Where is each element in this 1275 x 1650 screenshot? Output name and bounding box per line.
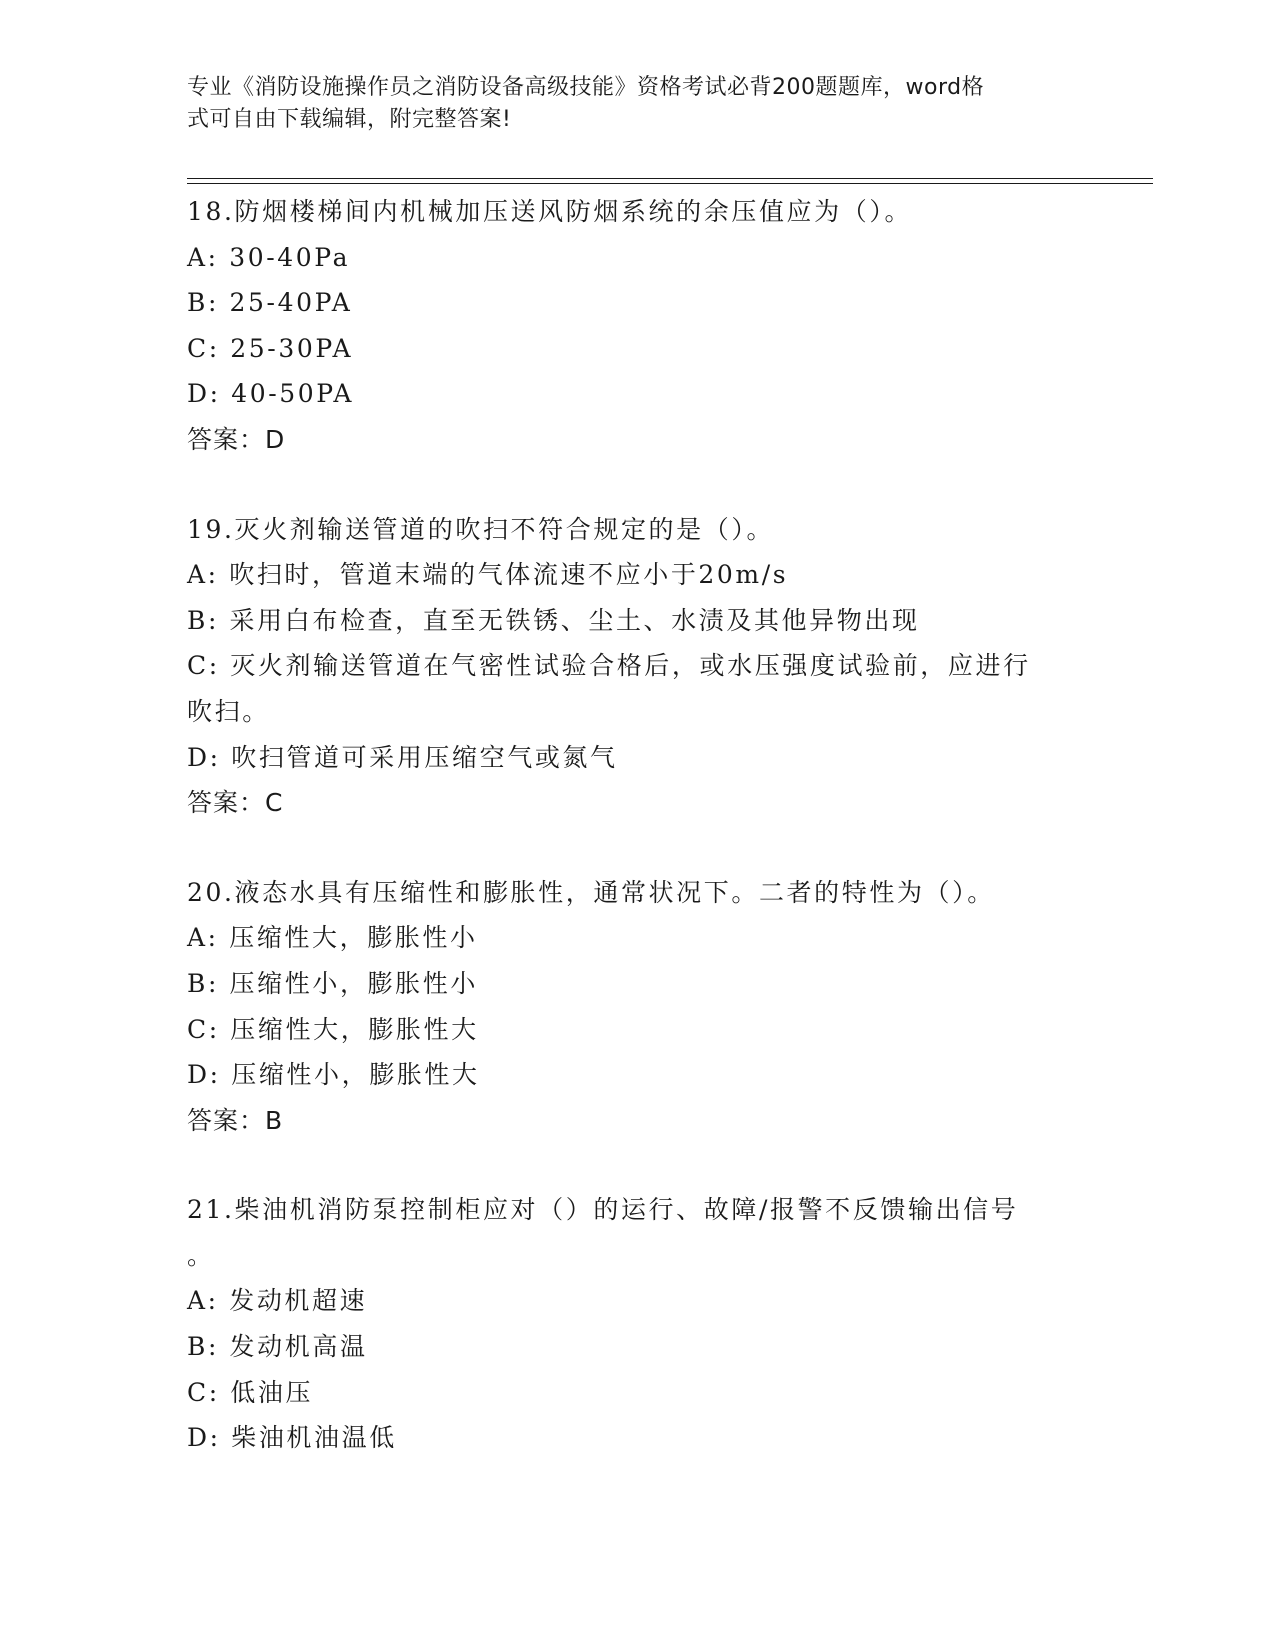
question-21 — [187, 1187, 1087, 1461]
option-c: C: 低油压 — [187, 1377, 314, 1407]
question-stem: 20.液态水具有压缩性和膨胀性，通常状况下。二者的特性为（）。 — [187, 877, 995, 907]
option-c-continued: 吹扫。 — [187, 696, 270, 726]
option-c: C: 灭火剂输送管道在气密性试验合格后，或水压强度试验前，应进行 — [187, 651, 1031, 681]
option-d: D: 压缩性小，膨胀性大 — [187, 1060, 480, 1090]
question-20 — [187, 870, 1087, 1144]
question-stem: 21.柴油机消防泵控制柜应对（）的运行、故障/报警不反馈输出信号 — [187, 1195, 1019, 1225]
option-a: A: 吹扫时，管道末端的气体流速不应小于20m/s — [187, 560, 789, 590]
document-header — [187, 72, 1067, 136]
option-c: C: 25-30PA — [187, 333, 354, 363]
header-line-2: 式可自由下载编辑，附完整答案! — [187, 107, 512, 132]
question-list — [187, 189, 1087, 1505]
option-d: D: 吹扫管道可采用压缩空气或氮气 — [187, 742, 618, 772]
answer-label: 答案：B — [187, 1105, 284, 1135]
option-d: D: 柴油机油温低 — [187, 1423, 397, 1453]
option-b: B: 压缩性小，膨胀性小 — [187, 968, 478, 998]
option-a: A: 发动机超速 — [187, 1286, 368, 1316]
option-b: B: 25-40PA — [187, 288, 353, 318]
question-stem-continued: 。 — [187, 1240, 215, 1270]
question-19 — [187, 507, 1087, 826]
option-c: C: 压缩性大，膨胀性大 — [187, 1014, 479, 1044]
option-d: D: 40-50PA — [187, 379, 355, 409]
question-18 — [187, 189, 1087, 463]
option-a: A: 压缩性大，膨胀性小 — [187, 923, 478, 953]
option-a: A: 30-40Pa — [187, 242, 351, 272]
question-stem: 18.防烟楼梯间内机械加压送风防烟系统的余压值应为（）。 — [187, 197, 913, 226]
header-divider-bottom — [187, 183, 1153, 184]
question-stem: 19.灭火剂输送管道的吹扫不符合规定的是（）。 — [187, 514, 775, 544]
header-divider-top — [187, 178, 1153, 179]
option-b: B: 发动机高温 — [187, 1332, 368, 1362]
answer-label: 答案：C — [187, 788, 284, 818]
answer-label: 答案：D — [187, 424, 286, 454]
option-b: B: 采用白布检查，直至无铁锈、尘土、水渍及其他异物出现 — [187, 605, 920, 635]
header-line-1: 专业《消防设施操作员之消防设备高级技能》资格考试必背200题题库，word格 — [187, 75, 985, 100]
